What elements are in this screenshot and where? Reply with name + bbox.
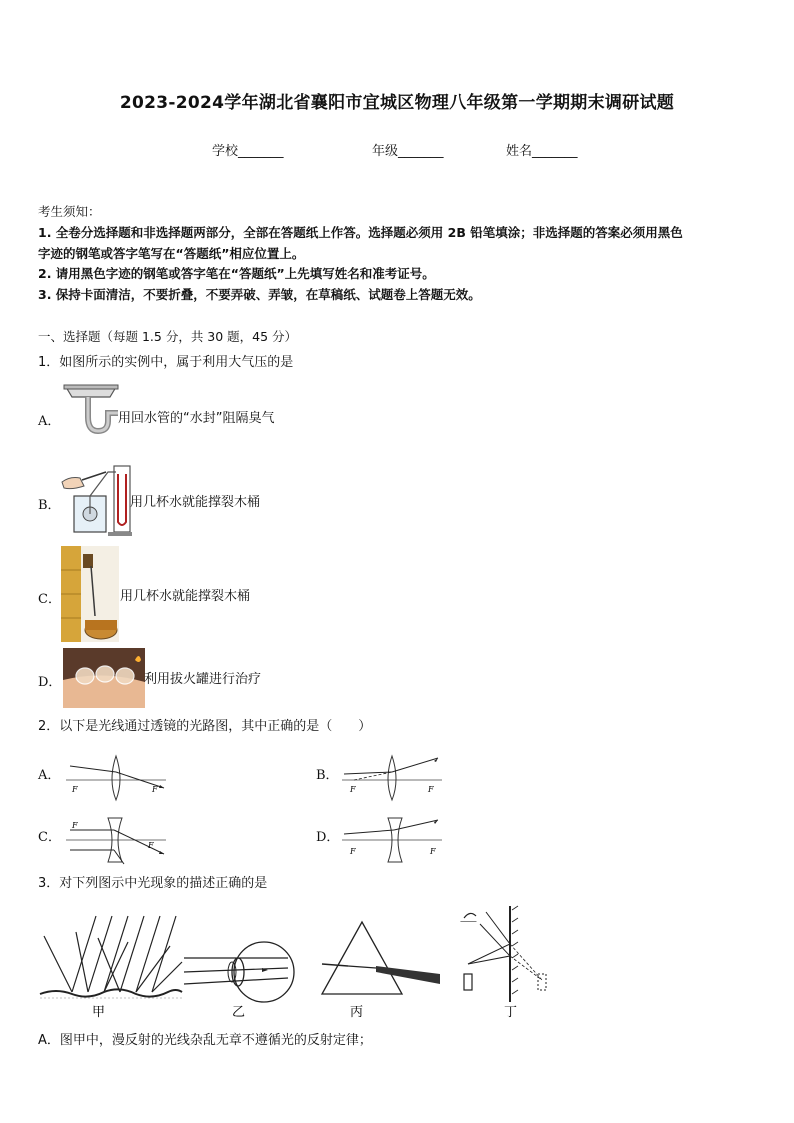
focus-label: F [350, 847, 356, 856]
notice-heading: 考生须知： [38, 204, 101, 219]
figure-label-yi: 乙 [232, 1005, 246, 1020]
page-title: 2023-2024学年湖北省襄阳市宜城区物理八年级第一学期期末调研试题 [119, 93, 675, 113]
drain-trap-image [62, 383, 120, 441]
convex-lens-diagram-b [340, 752, 444, 802]
eye-icon: ⸺ [460, 916, 477, 927]
notice-item-2: 2. 请用黑色字迹的钢笔或答字笔在“答题纸”上先填写姓名和准考证号。 [38, 266, 435, 281]
focus-label: F [430, 847, 436, 856]
figure-eye [184, 942, 294, 1020]
focus-label: F [350, 785, 356, 794]
name-field: 姓名_______ [506, 144, 578, 159]
q2-option-d-label: D． [316, 830, 340, 845]
notice-item-1b: 字迹的钢笔或答字笔写在“答题纸”相应位置上。 [38, 246, 305, 261]
school-field: 学校_______ [212, 144, 284, 159]
q1-option-d-text: 利用拔火罐进行治疗 [144, 672, 262, 687]
q2-option-b-label: B． [316, 768, 339, 783]
question-1-stem: 1．如图所示的实例中，属于利用大气压的是 [38, 355, 294, 370]
focus-label: F [152, 785, 158, 794]
figure-prism [322, 922, 440, 1020]
focus-label: F [148, 841, 154, 850]
q3-option-a: A．图甲中，漫反射的光线杂乱无章不遵循光的反射定律； [38, 1033, 372, 1048]
concave-lens-diagram-c [64, 814, 168, 866]
convex-lens-diagram-a [64, 752, 168, 802]
q1-option-c-label: C． [38, 592, 61, 607]
q1-option-d-label: D． [38, 675, 62, 690]
q1-option-a-label: A． [38, 414, 61, 429]
notice-item-3: 3. 保持卡面清洁，不要折叠，不要弄破、弄皱，在草稿纸、试题卷上答题无效。 [38, 287, 481, 302]
q1-option-b-label: B． [38, 498, 61, 513]
figure-diffuse-reflection [40, 916, 182, 1020]
figure-label-jia: 甲 [92, 1005, 106, 1020]
figure-label-bing: 丙 [350, 1005, 364, 1020]
barrel-experiment-image [61, 546, 119, 642]
question-2-stem: 2．以下是光线通过透镜的光路图，其中正确的是（ ） [38, 719, 372, 734]
figure-label-ding: 丁 [504, 1005, 518, 1020]
q2-option-a-label: A． [38, 768, 61, 783]
focus-label: F [428, 785, 434, 794]
q1-option-c-text: 用几杯水就能撑裂木桶 [120, 589, 251, 604]
pressure-gauge-image [60, 462, 132, 538]
section-heading: 一、选择题（每题 1.5 分，共 30 题，45 分） [38, 329, 298, 344]
q1-option-b-text: 用几杯水就能撑裂木桶 [130, 495, 261, 510]
concave-lens-diagram-d [340, 814, 444, 866]
focus-label: F [72, 821, 78, 830]
light-phenomena-figures [36, 902, 556, 1028]
q2-option-c-label: C． [38, 830, 61, 845]
notice-item-1a: 1. 全卷分选择题和非选择题两部分，全部在答题纸上作答。选择题必须用 2B 铅笔填涂；非选择题的答案必须用黑色 [38, 225, 683, 240]
cupping-therapy-image [63, 648, 145, 708]
q1-option-a-text: 用回水管的“水封”阻隔臭气 [118, 411, 275, 426]
question-3-stem: 3．对下列图示中光现象的描述正确的是 [38, 876, 268, 891]
figure-plane-mirror [460, 906, 546, 1020]
focus-label: F [72, 785, 78, 794]
grade-field: 年级_______ [372, 144, 444, 159]
